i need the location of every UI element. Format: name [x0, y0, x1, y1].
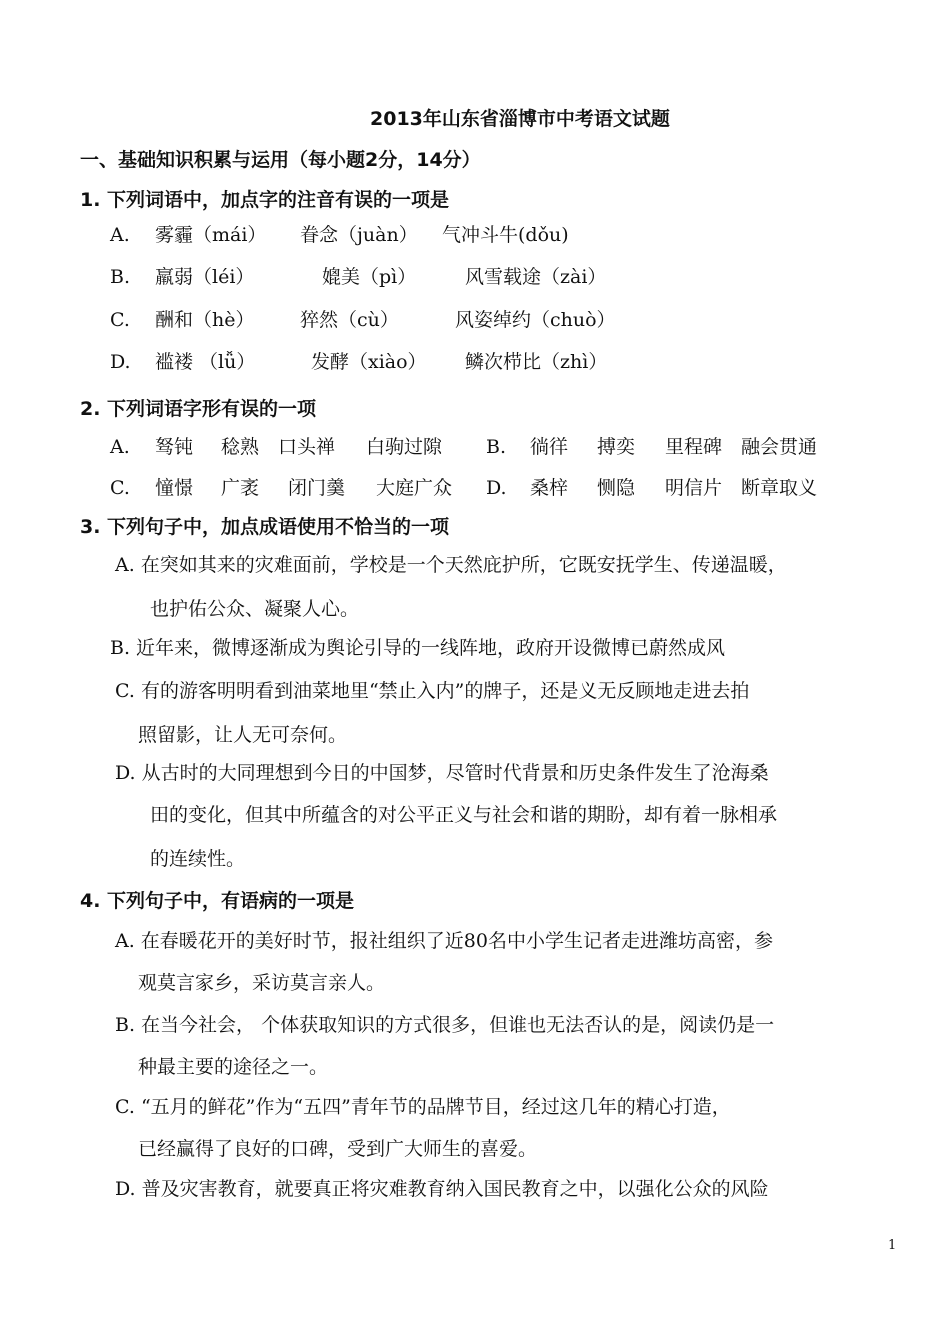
question-4-stem: 4. 下列句子中，有语病的一项是	[80, 890, 355, 912]
question-1-stem: 1. 下列词语中，加点字的注音有误的一项是	[80, 189, 450, 211]
q4-option-a-line-1: A. 在春暖花开的美好时节，报社组织了近80名中小学生记者走进潍坊高密，参	[115, 930, 773, 952]
question-3-stem: 3. 下列句子中，加点成语使用不恰当的一项	[80, 516, 450, 538]
q3-option-b-line-1: B. 近年来，微博逐渐成为舆论引导的一线阵地，政府开设微博已蔚然成风	[110, 637, 726, 659]
page-number: 1	[888, 1238, 897, 1253]
q3-option-c-line-1: C. 有的游客明明看到油菜地里“禁止入内”的牌子，还是义无反顾地走进去拍	[115, 680, 750, 702]
q4-option-b-line-2: 种最主要的途径之一。	[138, 1056, 329, 1078]
q4-option-c-line-2: 已经赢得了良好的口碑，受到广大师生的喜爱。	[138, 1138, 538, 1160]
q3-option-c-line-2: 照留影，让人无可奈何。	[138, 724, 348, 746]
q3-option-a-line-2: 也护佑公众、凝聚人心。	[150, 598, 360, 620]
q4-option-b-line-1: B. 在当今社会， 个体获取知识的方式很多，但谁也无法否认的是，阅读仍是一	[115, 1014, 775, 1036]
q3-option-d-line-2: 田的变化，但其中所蕴含的对公平正义与社会和谐的期盼，却有着一脉相承	[150, 804, 778, 826]
q3-option-a-line-1: A. 在突如其来的灾难面前，学校是一个天然庇护所，它既安抚学生、传递温暖，	[115, 554, 787, 576]
q4-option-c-line-1: C. “五月的鲜花”作为“五四”青年节的品牌节目，经过这几年的精心打造，	[115, 1096, 731, 1118]
page-title: 2013年山东省淄博市中考语文试题	[370, 108, 670, 130]
question-2-stem: 2. 下列词语字形有误的一项	[80, 398, 317, 420]
q3-option-d-line-1: D. 从古时的大同理想到今日的中国梦，尽管时代背景和历史条件发生了沧海桑	[115, 762, 769, 784]
q3-option-d-line-3: 的连续性。	[150, 848, 246, 870]
q4-option-d-line-1: D. 普及灾害教育，就要真正将灾难教育纳入国民教育之中，以强化公众的风险	[115, 1178, 769, 1200]
q4-option-a-line-2: 观莫言家乡，采访莫言亲人。	[138, 972, 386, 994]
section-heading: 一、基础知识积累与运用（每小题2分，14分）	[80, 149, 481, 171]
